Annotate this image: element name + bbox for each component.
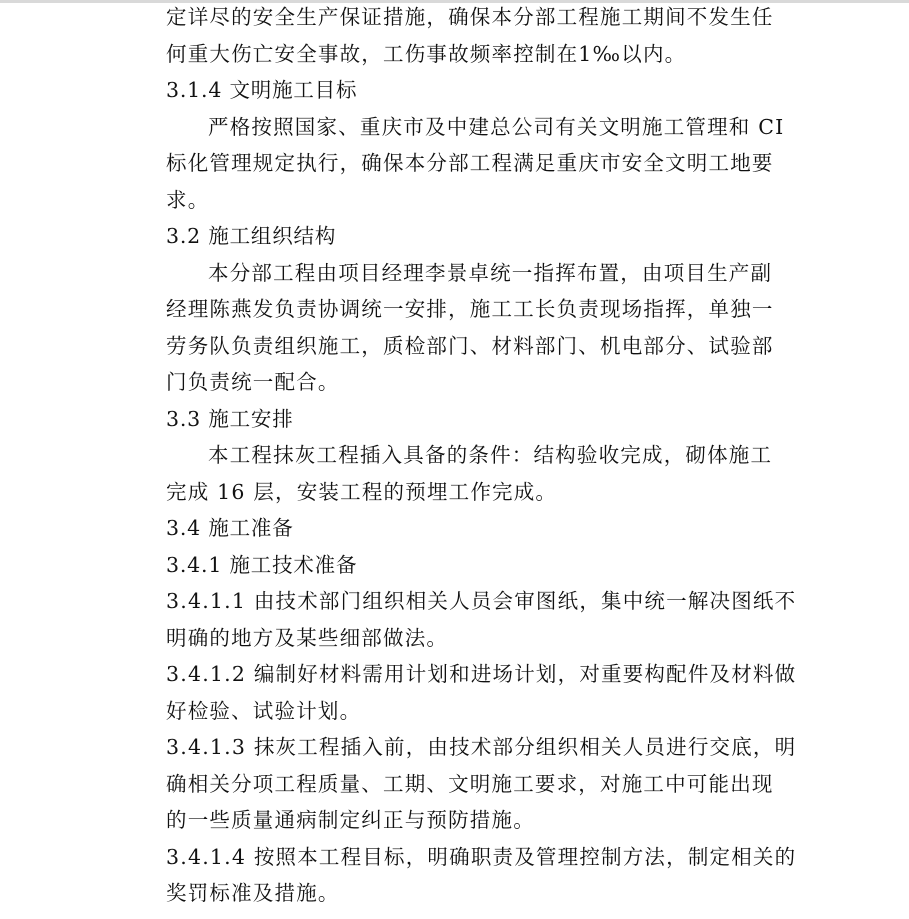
section-heading-3-3: 3.3 施工安排: [166, 406, 294, 431]
section-heading-3-4: 3.4 施工准备: [166, 516, 294, 540]
numbered-item-3-4-1-1: 3.4.1.1 由技术部门组织相关人员会审图纸，集中统一解决图纸不: [166, 589, 797, 613]
body-text-line: 定详尽的安全生产保证措施，确保本分部工程施工期间不发生任: [166, 5, 774, 29]
section-heading-3-2: 3.2 施工组织结构: [166, 224, 337, 248]
body-text-line: 好检验、试验计划。: [166, 698, 362, 723]
body-text-line: 明确的地方及某些细部做法。: [166, 625, 449, 650]
numbered-item-3-4-1-2: 3.4.1.2 编制好材料需用计划和进场计划，对重要构配件及材料做: [166, 662, 797, 686]
paragraph-first-line: 严格按照国家、重庆市及中建总公司有关文明施工管理和 CI: [208, 114, 785, 139]
body-text-line: 经理陈燕发负责协调统一安排，施工工长负责现场指挥，单独一: [166, 297, 774, 321]
body-text-line: 确相关分项工程质量、工期、文明施工要求，对施工中可能出现: [166, 771, 774, 796]
paragraph-first-line: 本分部工程由项目经理李景卓统一指挥布置，由项目生产副: [208, 260, 773, 285]
numbered-item-3-4-1-3: 3.4.1.3 抹灰工程插入前，由技术部分组织相关人员进行交底，明: [166, 735, 797, 759]
body-text-line: 何重大伤亡安全事故，工伤事故频率控制在1‰以内。: [166, 41, 687, 66]
body-text-line: 的一些质量通病制定纠正与预防措施。: [166, 808, 535, 832]
section-heading-3-4-1: 3.4.1 施工技术准备: [166, 552, 358, 577]
numbered-item-3-4-1-4: 3.4.1.4 按照本工程目标，明确职责及管理控制方法，制定相关的: [166, 844, 797, 869]
body-text-line: 劳务队负责组织施工，质检部门、材料部门、机电部分、试验部: [166, 333, 774, 358]
body-text-line: 标化管理规定执行，确保本分部工程满足重庆市安全文明工地要: [166, 151, 774, 175]
paragraph-first-line: 本工程抹灰工程插入具备的条件：结构验收完成，砌体施工: [208, 443, 773, 467]
body-text-line: 求。: [166, 187, 210, 212]
section-heading-3-1-4: 3.1.4 文明施工目标: [166, 78, 358, 102]
body-text-line: 门负责统一配合。: [166, 370, 340, 394]
document-page: [166, 0, 797, 912]
body-text-line: 奖罚标准及措施。: [166, 881, 340, 905]
body-text-line: 完成 16 层，安装工程的预埋工作完成。: [166, 479, 558, 504]
